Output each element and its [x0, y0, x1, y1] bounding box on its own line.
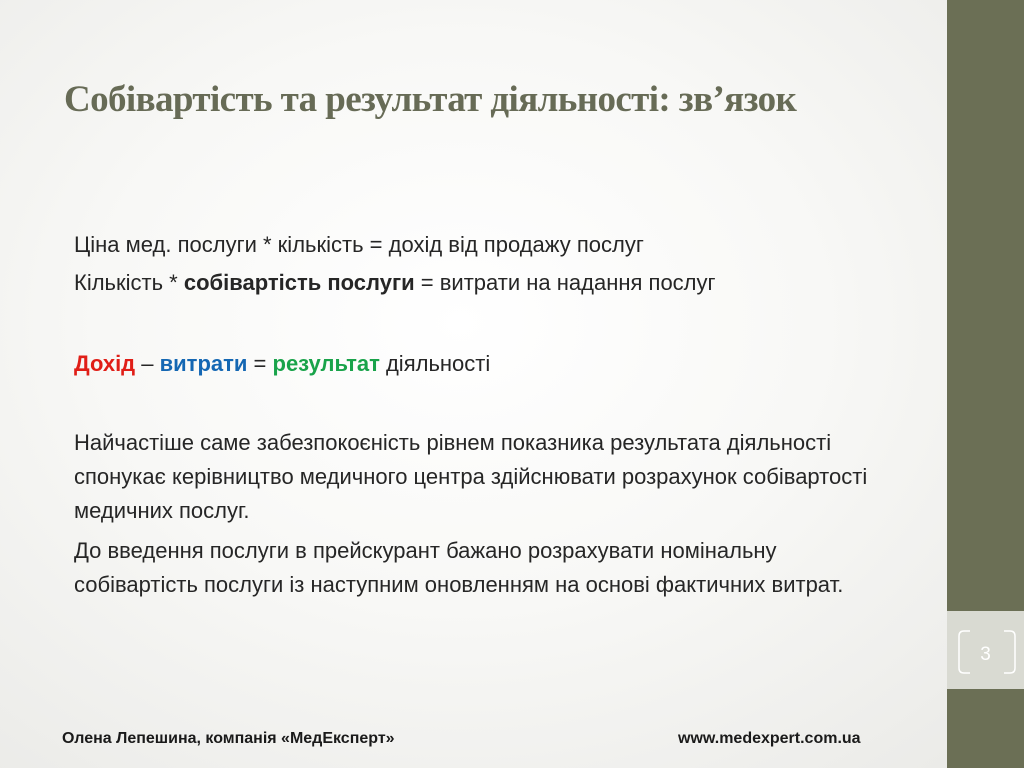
- formula-tail: діяльності: [379, 351, 491, 376]
- cost-line-suffix: = витрати на надання послуг: [414, 270, 716, 295]
- slide-body: [74, 226, 894, 602]
- paragraph-recommendation: До введення послуги в прейскурант бажано розрахувати номінальну собівартість послуги із наступним оновленням на основі фактичних витрат.: [74, 538, 844, 597]
- spacer: [74, 383, 894, 426]
- formula-equals: =: [247, 351, 273, 376]
- spacer: [74, 302, 894, 345]
- formula-income: Дохід: [74, 351, 136, 376]
- revenue-formula-line: Ціна мед. послуги * кількість = дохід від продажу послуг: [74, 232, 644, 257]
- formula-dash: –: [135, 351, 160, 376]
- result-formula-line: [74, 345, 894, 383]
- footer-website: www.medexpert.com.ua: [678, 730, 861, 747]
- cost-line-prefix: Кількість *: [74, 270, 184, 295]
- footer-author: Олена Лепешина, компанія «МедЕксперт»: [62, 730, 395, 747]
- formula-result: результат: [272, 351, 380, 376]
- cost-line-bold: собівартість послуги: [183, 270, 415, 295]
- paragraph-motivation: Найчастіше саме забезпокоєність рівнем показника результата діяльності спонукає керівництво медичного центра здійснювати розрахунок собівартості медичних послуг.: [74, 430, 868, 523]
- page-number: 3: [980, 644, 991, 665]
- formula-costs: витрати: [159, 351, 248, 376]
- slide-title: Собівартість та результат діяльності: зв’язок: [64, 79, 797, 120]
- cost-formula-line: [74, 264, 894, 302]
- page-number-badge: [947, 611, 1024, 689]
